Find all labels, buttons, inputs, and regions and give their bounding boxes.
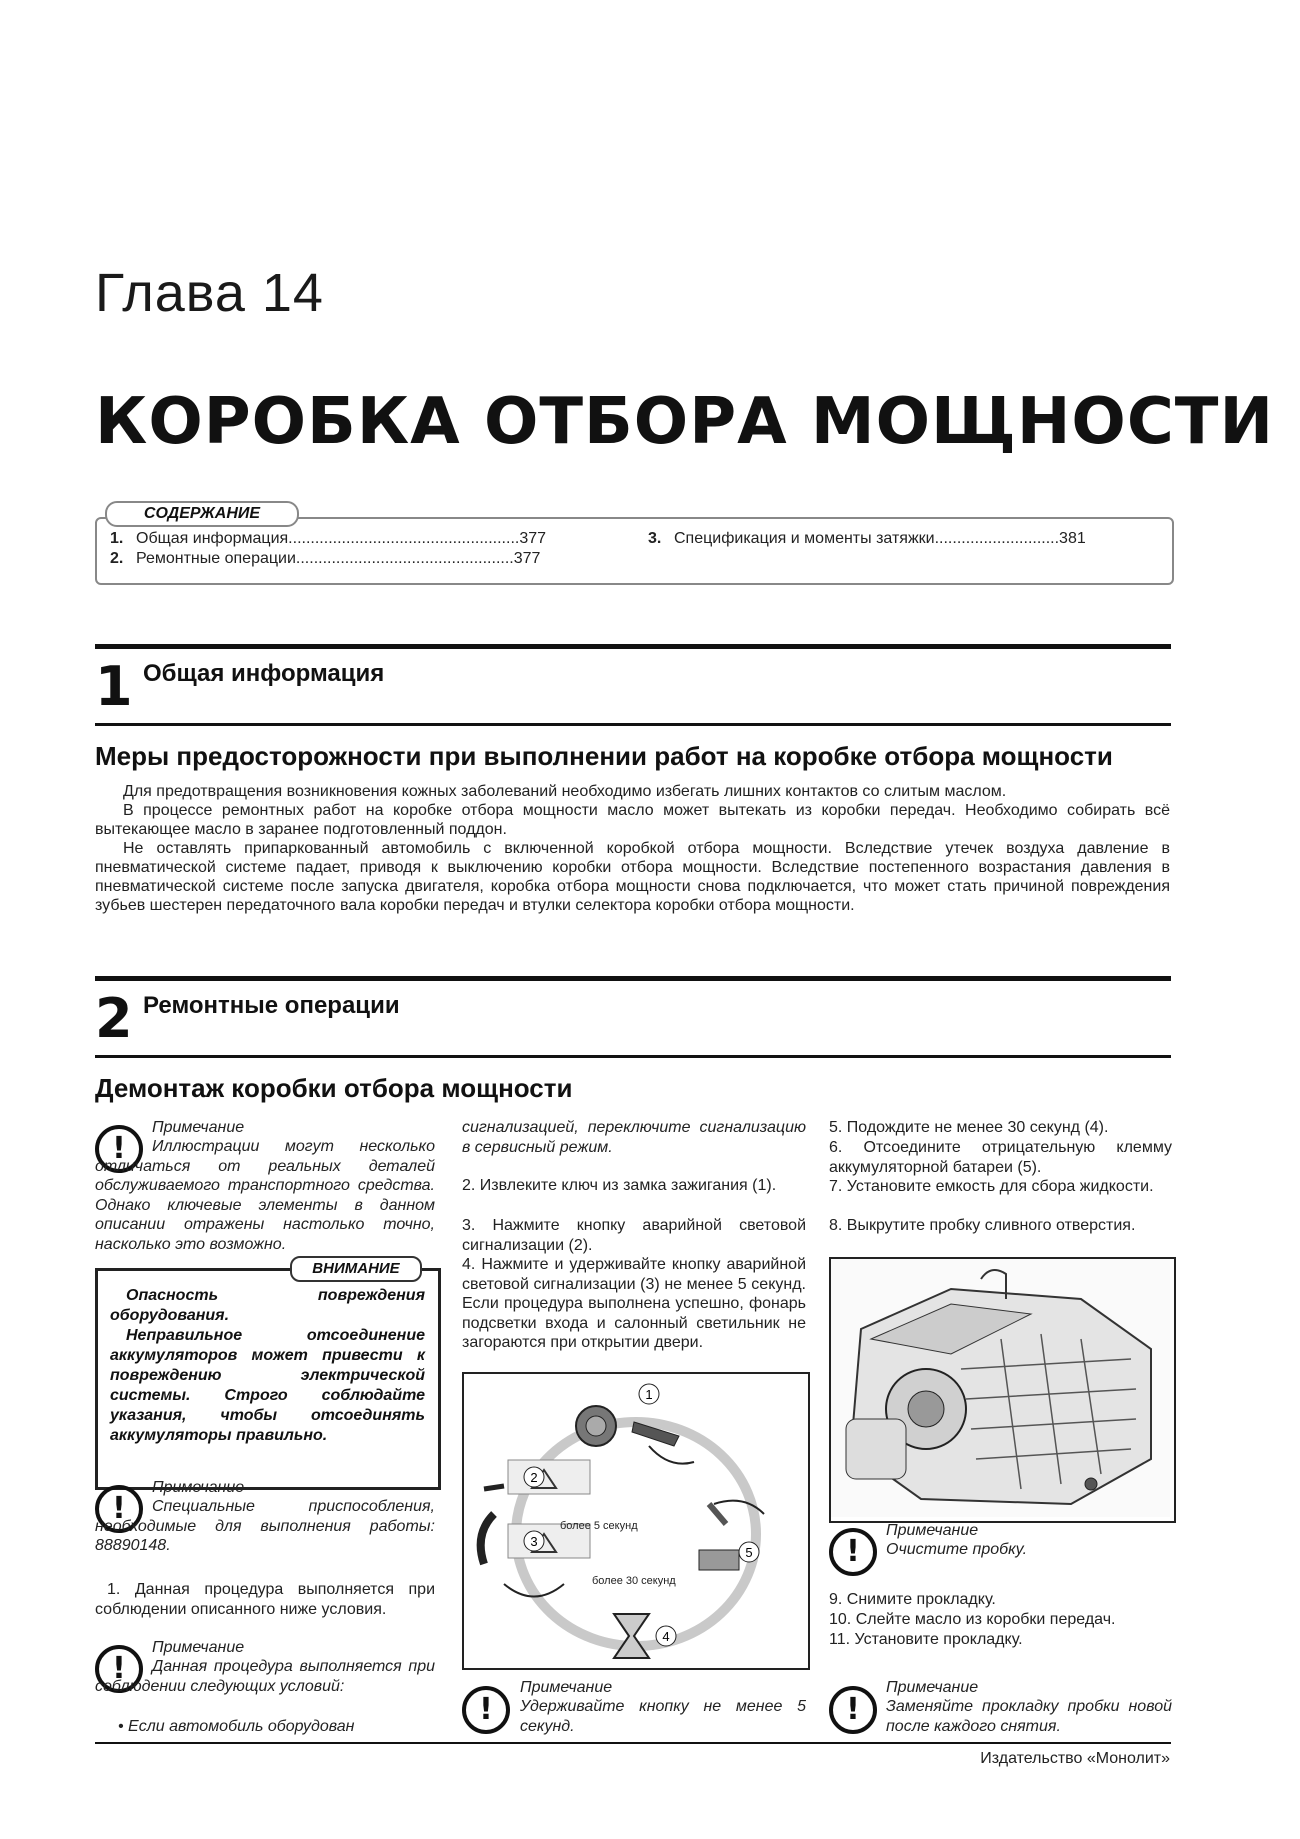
press-arrow-icon: [484, 1486, 504, 1489]
note-text: Специальные приспособления, необходимые для выполнения работы: 88890148.: [95, 1498, 435, 1554]
time-label: более 30 секунд: [592, 1575, 676, 1587]
illustration-frame: [462, 1372, 810, 1670]
toc-label: СОДЕРЖАНИЕ: [105, 501, 299, 527]
note-title: Примечание: [152, 1479, 245, 1496]
step-6: 6. Отсоедините отрицательную клемму аккумуляторной батареи (5).: [829, 1139, 1172, 1176]
hold-arrow-icon: [481, 1514, 494, 1564]
callout-number: 2: [530, 1470, 538, 1485]
subsection-heading: Демонтаж коробки отбора мощности: [95, 1073, 573, 1103]
note-title: Примечание: [886, 1522, 979, 1539]
hand-outline: [649, 1446, 694, 1464]
chapter-label: Глава 14: [95, 263, 324, 323]
exclamation-icon: !: [95, 1645, 143, 1693]
toc-item-3[interactable]: [648, 530, 1086, 548]
note-text: Данная процедура выполняется при соблюдении следующих условий:: [95, 1658, 435, 1695]
toc-item-number: 1.: [110, 530, 124, 547]
toc-item-2[interactable]: [110, 550, 540, 568]
exclamation-icon: !: [95, 1485, 143, 1533]
section-title: Ремонтные операции: [143, 992, 400, 1019]
wrench-icon: [709, 1504, 726, 1524]
note-title: Примечание: [886, 1679, 979, 1696]
callout-number: 3: [530, 1534, 538, 1549]
exclamation-icon: !: [95, 1125, 143, 1173]
time-label: более 5 секунд: [560, 1520, 638, 1532]
note-title: Примечание: [520, 1679, 613, 1696]
section-number: 1: [95, 655, 133, 718]
section-number: 2: [95, 987, 133, 1050]
step-2: 2. Извлеките ключ из замка зажигания (1).: [462, 1177, 777, 1194]
warning-label: ВНИМАНИЕ: [290, 1256, 422, 1282]
note-title: Примечание: [152, 1639, 245, 1656]
footer-rule: [95, 1742, 1171, 1744]
step-3: 3. Нажмите кнопку аварийной световой сигнализации (2).: [462, 1217, 806, 1254]
step-8: 8. Выкрутите пробку сливного отверстия.: [829, 1217, 1136, 1234]
oil-pan: [846, 1419, 906, 1479]
warning-paragraph: Неправильное отсоединение аккумуляторов может привести к повреждению электрической системы. Строго соблюдайте указания, чтобы отсоединять аккумуляторы правильно.: [110, 1327, 425, 1444]
note-title: Примечание: [152, 1119, 245, 1136]
toc-item-number: 3.: [648, 530, 662, 547]
subsection-heading: Меры предосторожности при выполнении работ на коробке отбора мощности: [95, 741, 1113, 771]
step-4: 4. Нажмите и удерживайте кнопку аварийной световой сигнализации (3) не менее 5 секунд. Если процедура выполнена успешно, фонарь подсветки входа и салонный светильник не загораются при открытии двери.: [462, 1256, 806, 1351]
battery-terminal: [699, 1550, 739, 1570]
toc-item-number: 2.: [110, 550, 124, 567]
step-1: 1. Данная процедура выполняется при соблюдении описанного ниже условия.: [95, 1581, 435, 1618]
procedure-illustration: [464, 1374, 804, 1664]
note-bullet: • Если автомобиль оборудован: [118, 1718, 355, 1735]
section-rule-top: [95, 644, 1171, 649]
publisher-footer: Издательство «Монолит»: [980, 1750, 1170, 1767]
gearbox-illustration: [831, 1259, 1170, 1517]
drain-plug: [1085, 1478, 1097, 1490]
note-continued: сигнализацией, переключите сигнализацию в сервисный режим.: [462, 1119, 806, 1156]
note-text: Удерживайте кнопку не менее 5 секунд.: [520, 1698, 806, 1735]
step-7: 7. Установите емкость для сбора жидкости.: [829, 1178, 1154, 1195]
toc-item-text: Ремонтные операции.................................................377: [136, 550, 541, 567]
step-5: 5. Подождите не менее 30 секунд (4).: [829, 1119, 1109, 1136]
callout-number: 4: [662, 1629, 670, 1644]
section-rule-bottom: [95, 723, 1171, 726]
toc-item-1[interactable]: [110, 530, 546, 548]
paragraph: Не оставлять припаркованный автомобиль с включенной коробкой отбора мощности. Вследствие утечек воздуха давление в пневматической системе падает, приводя к выключению коробки отбора мощности. Вследствие постепенного возрастания давления в пневматической системе после запуска двигателя, коробка отбора мощности снова подключается, что может стать причиной повреждения зубьев шестерен передаточного вала коробки передач и втулки селектора коробки отбора мощности.: [95, 840, 1170, 914]
section-body: [95, 782, 1170, 915]
step-11: 11. Установите прокладку.: [829, 1631, 1023, 1648]
warning-text: [110, 1286, 425, 1446]
section-title: Общая информация: [143, 660, 385, 687]
illustration-frame: [829, 1257, 1176, 1523]
page-title: КОРОБКА ОТБОРА МОЩНОСТИ: [95, 385, 1274, 459]
exclamation-icon: !: [462, 1686, 510, 1734]
exclamation-icon: !: [829, 1528, 877, 1576]
note-text: Иллюстрации могут несколько отличаться от реальных деталей обслуживаемого транспортного средства. Однако ключевые элементы в данном описании отражены настолько точно, насколько это возможно.: [95, 1138, 435, 1253]
hourglass-icon: [614, 1614, 649, 1658]
callout-number: 5: [745, 1545, 753, 1560]
exclamation-icon: !: [829, 1686, 877, 1734]
toc-item-text: Общая информация....................................................377: [136, 530, 547, 547]
step-9: 9. Снимите прокладку.: [829, 1591, 996, 1608]
toc-item-text: Спецификация и моменты затяжки............................381: [674, 530, 1086, 547]
paragraph: В процессе ремонтных работ на коробке отбора мощности масло может вытекать из коробки передач. Необходимо собирать всё вытекающее масло в заранее подготовленный поддон.: [95, 802, 1170, 838]
section-rule-bottom: [95, 1055, 1171, 1058]
section-rule-top: [95, 976, 1171, 981]
callout-number: 1: [645, 1387, 653, 1402]
note-text: Заменяйте прокладку пробки новой после каждого снятия.: [886, 1698, 1172, 1735]
step-10: 10. Слейте масло из коробки передач.: [829, 1611, 1116, 1628]
note-text: Очистите пробку.: [886, 1541, 1028, 1558]
warning-paragraph: Опасность повреждения оборудования.: [110, 1287, 425, 1324]
paragraph: Для предотвращения возникновения кожных заболеваний необходимо избегать лишних контактов со слитым маслом.: [123, 783, 1007, 800]
